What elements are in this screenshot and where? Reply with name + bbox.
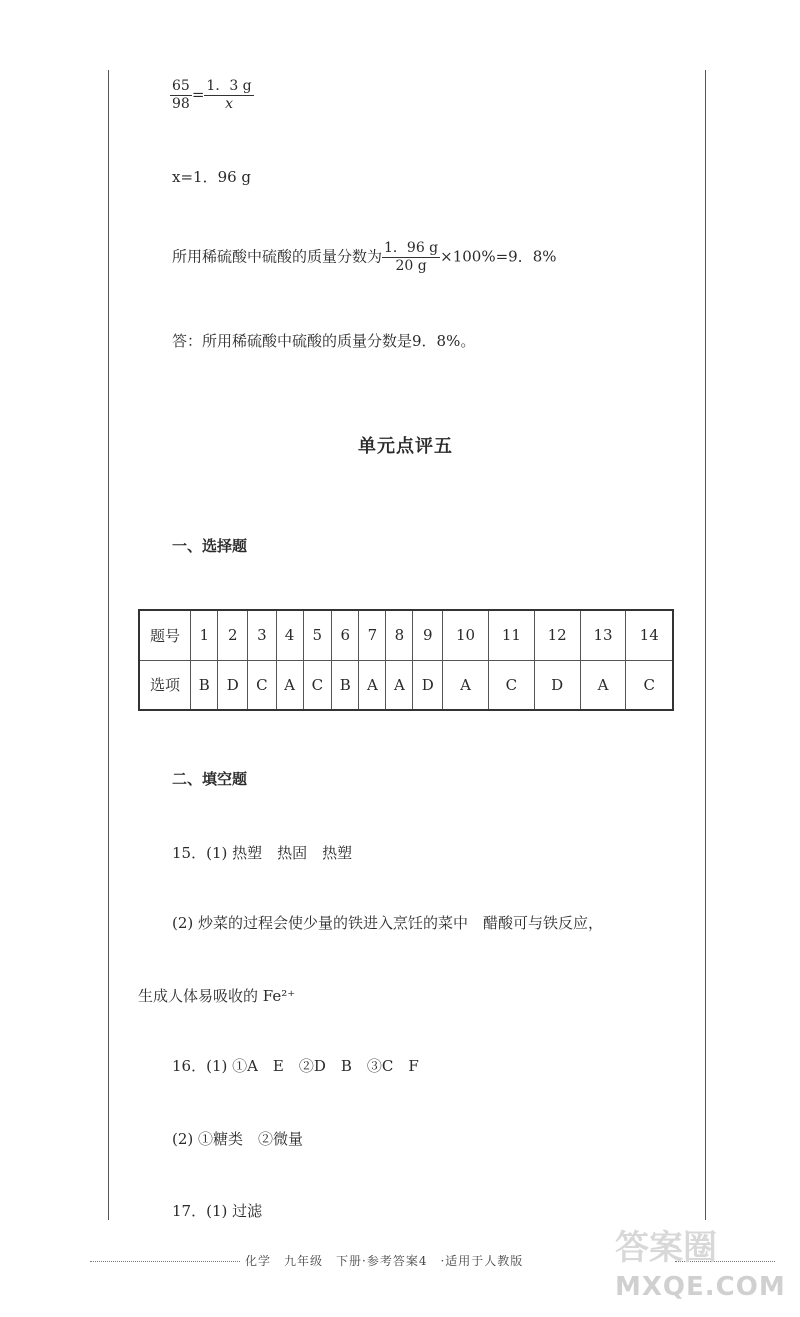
fraction-numerator: 1．3 g bbox=[206, 78, 252, 94]
answer-table bbox=[138, 609, 674, 711]
table-cell: B bbox=[332, 660, 359, 710]
mass-fraction-suffix: ×100%=9．8% bbox=[440, 247, 557, 266]
answer-statement: 答：所用稀硫酸中硫酸的质量分数是9．8%。 bbox=[172, 332, 476, 350]
table-cell: 9 bbox=[413, 610, 443, 660]
table-row-numbers bbox=[139, 610, 673, 660]
table-cell: A bbox=[443, 660, 489, 710]
table-cell: 2 bbox=[218, 610, 248, 660]
table-cell: 4 bbox=[276, 610, 303, 660]
table-cell: 14 bbox=[626, 610, 673, 660]
fraction-numerator: 65 bbox=[172, 78, 190, 94]
table-cell: A bbox=[386, 660, 413, 710]
table-cell: 1 bbox=[191, 610, 218, 660]
mass-fraction-prefix: 所用稀硫酸中硫酸的质量分数为 bbox=[172, 247, 383, 266]
table-cell: C bbox=[248, 660, 276, 710]
table-cell: C bbox=[303, 660, 331, 710]
fraction-denominator: x bbox=[225, 96, 233, 112]
mass-fraction-line bbox=[172, 240, 557, 275]
left-margin-line bbox=[108, 70, 109, 1220]
table-cell: 5 bbox=[303, 610, 331, 660]
section-multiple-choice: 一、选择题 bbox=[172, 537, 248, 555]
table-cell: 10 bbox=[443, 610, 489, 660]
fraction-65-98 bbox=[170, 78, 192, 113]
q15-part2-continued: 生成人体易吸收的 Fe²⁺ bbox=[138, 987, 296, 1005]
ratio-equation bbox=[170, 78, 254, 113]
table-cell: 12 bbox=[534, 610, 580, 660]
table-cell: D bbox=[413, 660, 443, 710]
fraction-numerator: 1．96 g bbox=[384, 240, 439, 256]
table-cell: 7 bbox=[359, 610, 386, 660]
table-cell: A bbox=[580, 660, 626, 710]
table-cell: C bbox=[626, 660, 673, 710]
fraction-denominator: 20 g bbox=[395, 258, 427, 274]
right-margin-line bbox=[705, 70, 706, 1220]
q15-part1: 15．(1) 热塑 热固 热塑 bbox=[172, 844, 353, 862]
table-cell: 3 bbox=[248, 610, 276, 660]
unit-title: 单元点评五 bbox=[358, 436, 453, 457]
watermark-title: 答案圈 bbox=[615, 1228, 717, 1268]
table-cell: C bbox=[488, 660, 534, 710]
table-cell: A bbox=[276, 660, 303, 710]
q17-part1: 17．(1) 过滤 bbox=[172, 1202, 263, 1220]
table-cell: 13 bbox=[580, 610, 626, 660]
watermark-url: MXQE.COM bbox=[615, 1272, 786, 1302]
equals-sign: = bbox=[191, 85, 205, 104]
q16-part1: 16．(1) ①A E ②D B ③C F bbox=[172, 1057, 419, 1075]
x-result: x=1．96 g bbox=[172, 168, 252, 186]
table-cell: B bbox=[191, 660, 218, 710]
table-header-cell: 题号 bbox=[139, 610, 191, 660]
table-header-cell: 选项 bbox=[139, 660, 191, 710]
section-fill-in: 二、填空题 bbox=[172, 770, 248, 788]
fraction-denominator: 98 bbox=[172, 96, 190, 112]
table-cell: A bbox=[359, 660, 386, 710]
fraction-196-20 bbox=[382, 240, 440, 275]
table-cell: 11 bbox=[488, 610, 534, 660]
table-row-options bbox=[139, 660, 673, 710]
table-cell: 8 bbox=[386, 610, 413, 660]
watermark-logo bbox=[615, 1220, 795, 1312]
table-cell: 6 bbox=[332, 610, 359, 660]
q16-part2: (2) ①糖类 ②微量 bbox=[172, 1130, 304, 1148]
footer-dotted-rule-left bbox=[90, 1261, 240, 1262]
table-cell: D bbox=[218, 660, 248, 710]
table-cell: D bbox=[534, 660, 580, 710]
fraction-13g-x bbox=[204, 78, 253, 113]
q15-part2: (2) 炒菜的过程会使少量的铁进入烹饪的菜中 醋酸可与铁反应， bbox=[172, 914, 604, 932]
footer-text: 化学 九年级 下册·参考答案4 ·适用于人教版 bbox=[245, 1254, 524, 1268]
